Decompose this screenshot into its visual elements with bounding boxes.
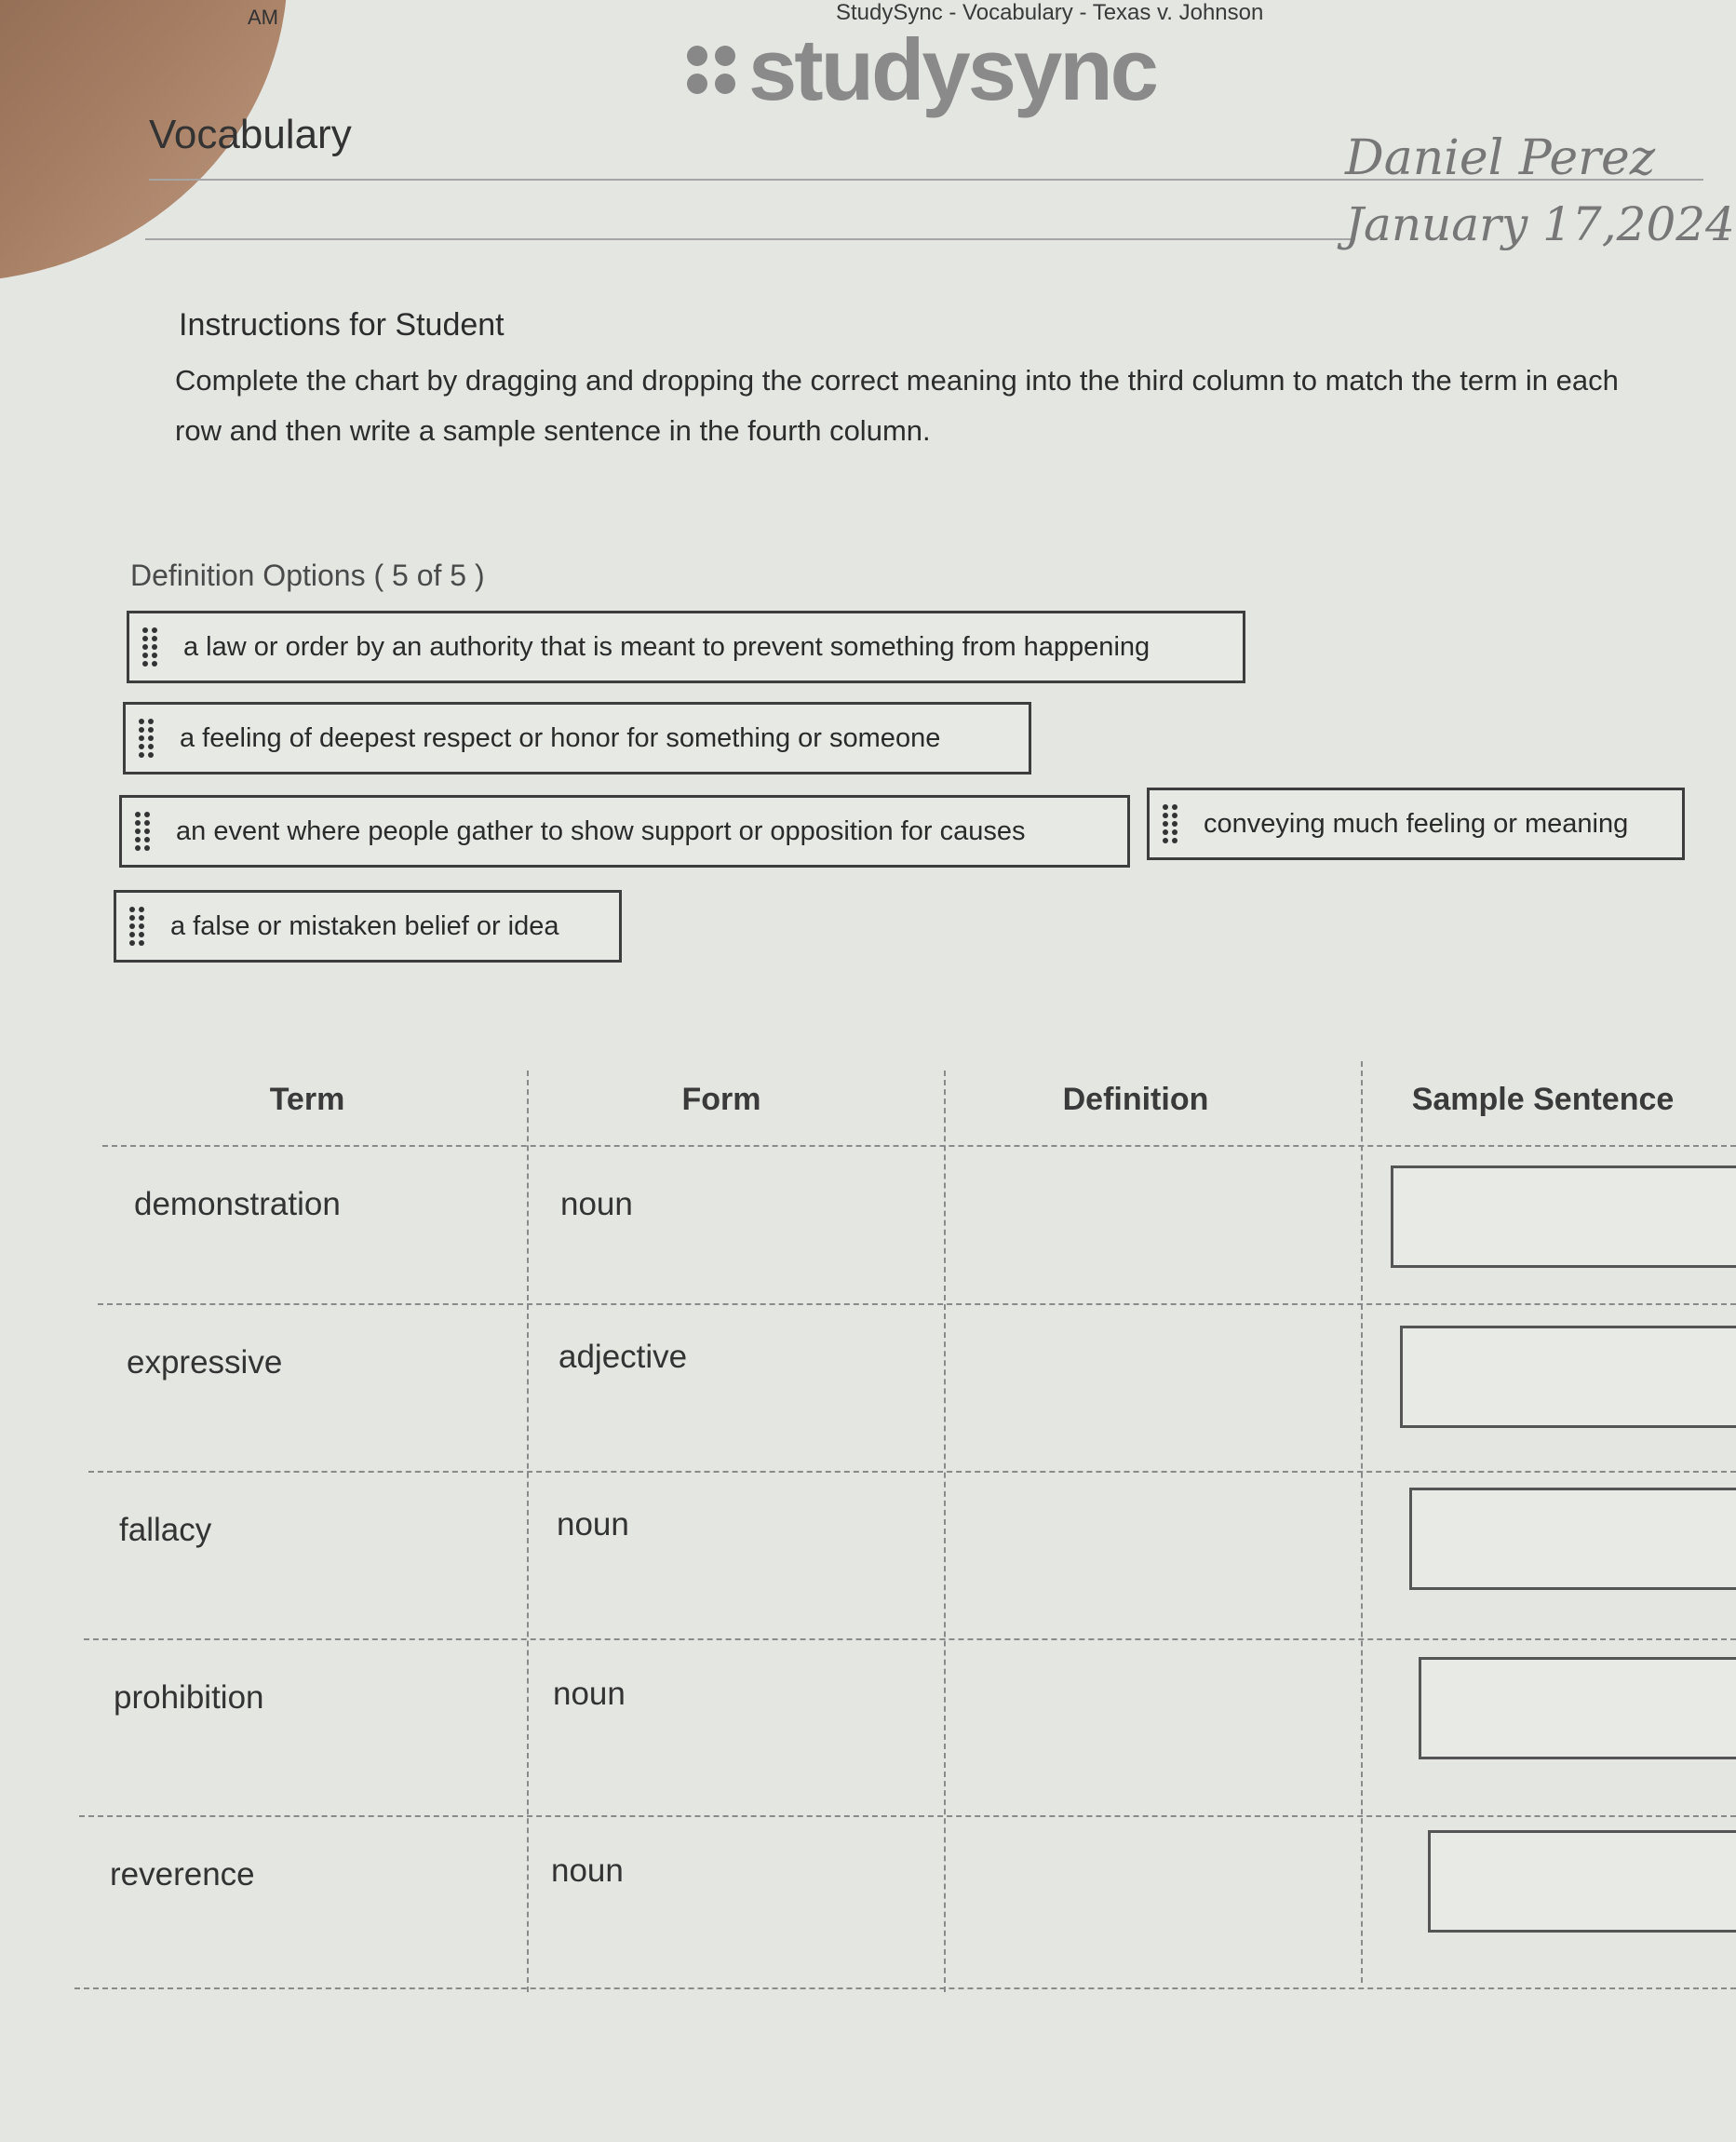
row-divider <box>88 1471 1736 1473</box>
definition-option-text: an event where people gather to show support or opposition for causes <box>176 815 1026 846</box>
column-header-term: Term <box>269 1082 345 1117</box>
date-line <box>145 238 1355 240</box>
term-cell: reverence <box>110 1856 255 1893</box>
row-divider <box>102 1145 1736 1147</box>
definition-option-text: a law or order by an authority that is meant to prevent something from happening <box>183 631 1151 662</box>
definition-options-heading: Definition Options ( 5 of 5 ) <box>130 559 485 592</box>
column-divider <box>527 1071 529 1992</box>
definition-option[interactable] <box>114 890 622 963</box>
definition-option[interactable] <box>123 702 1031 775</box>
vocabulary-table <box>74 1061 1736 1992</box>
handwritten-name: Daniel Perez <box>1345 130 1656 186</box>
term-cell: demonstration <box>134 1186 341 1222</box>
definition-drop-zone[interactable] <box>949 1308 1357 1466</box>
logo-text: studysync <box>748 20 1156 118</box>
sample-sentence-input[interactable] <box>1419 1657 1736 1759</box>
instructions-heading: Instructions for Student <box>179 307 505 343</box>
definition-option-text: conveying much feeling or meaning <box>1204 808 1629 839</box>
instructions-body: Complete the chart by dragging and dropping the correct meaning into the third column to match the term in each row and then write a sample sentence in the fourth column. <box>175 364 1619 447</box>
sample-sentence-input[interactable] <box>1391 1165 1736 1268</box>
row-divider <box>74 1987 1736 1989</box>
column-divider <box>944 1071 946 1992</box>
drag-handle-icon[interactable] <box>129 907 144 946</box>
definition-drop-zone[interactable] <box>949 1820 1357 1983</box>
form-cell: noun <box>560 1186 633 1222</box>
definition-drop-zone[interactable] <box>949 1643 1357 1811</box>
definition-option[interactable] <box>1147 788 1685 860</box>
term-cell: prohibition <box>114 1679 264 1716</box>
drag-handle-icon[interactable] <box>139 719 154 758</box>
column-header-form: Form <box>681 1082 761 1117</box>
sample-sentence-input[interactable] <box>1409 1488 1736 1590</box>
definition-option[interactable] <box>127 611 1245 683</box>
header-time: AM <box>248 6 278 29</box>
drag-handle-icon[interactable] <box>135 812 150 851</box>
row-divider <box>79 1815 1736 1817</box>
logo-dots-icon <box>687 46 735 94</box>
form-cell: adjective <box>558 1339 688 1375</box>
form-cell: noun <box>557 1506 629 1543</box>
window-title: StudySync - Vocabulary - Texas v. Johnson <box>836 0 1264 25</box>
term-cell: expressive <box>127 1344 283 1381</box>
sample-sentence-input[interactable] <box>1428 1830 1736 1933</box>
column-header-definition: Definition <box>1062 1082 1209 1117</box>
definition-drop-zone[interactable] <box>949 1150 1357 1299</box>
term-cell: fallacy <box>119 1512 212 1548</box>
handwritten-date: January 17,2024 <box>1345 197 1735 251</box>
studysync-logo <box>687 20 1156 118</box>
definition-option-text: a feeling of deepest respect or honor for something or someone <box>180 722 941 753</box>
row-divider <box>98 1303 1736 1305</box>
row-divider <box>84 1638 1736 1640</box>
page-title: Vocabulary <box>149 112 352 157</box>
column-header-sample-sentence: Sample Sentence <box>1411 1082 1675 1117</box>
definition-option[interactable] <box>119 795 1130 868</box>
column-divider <box>1361 1061 1363 1983</box>
drag-handle-icon[interactable] <box>1163 804 1178 843</box>
sample-sentence-input[interactable] <box>1400 1326 1736 1428</box>
definition-option-text: a false or mistaken belief or idea <box>170 910 559 941</box>
form-cell: noun <box>551 1852 624 1889</box>
definition-drop-zone[interactable] <box>949 1475 1357 1634</box>
form-cell: noun <box>553 1676 626 1712</box>
drag-handle-icon[interactable] <box>142 627 157 667</box>
